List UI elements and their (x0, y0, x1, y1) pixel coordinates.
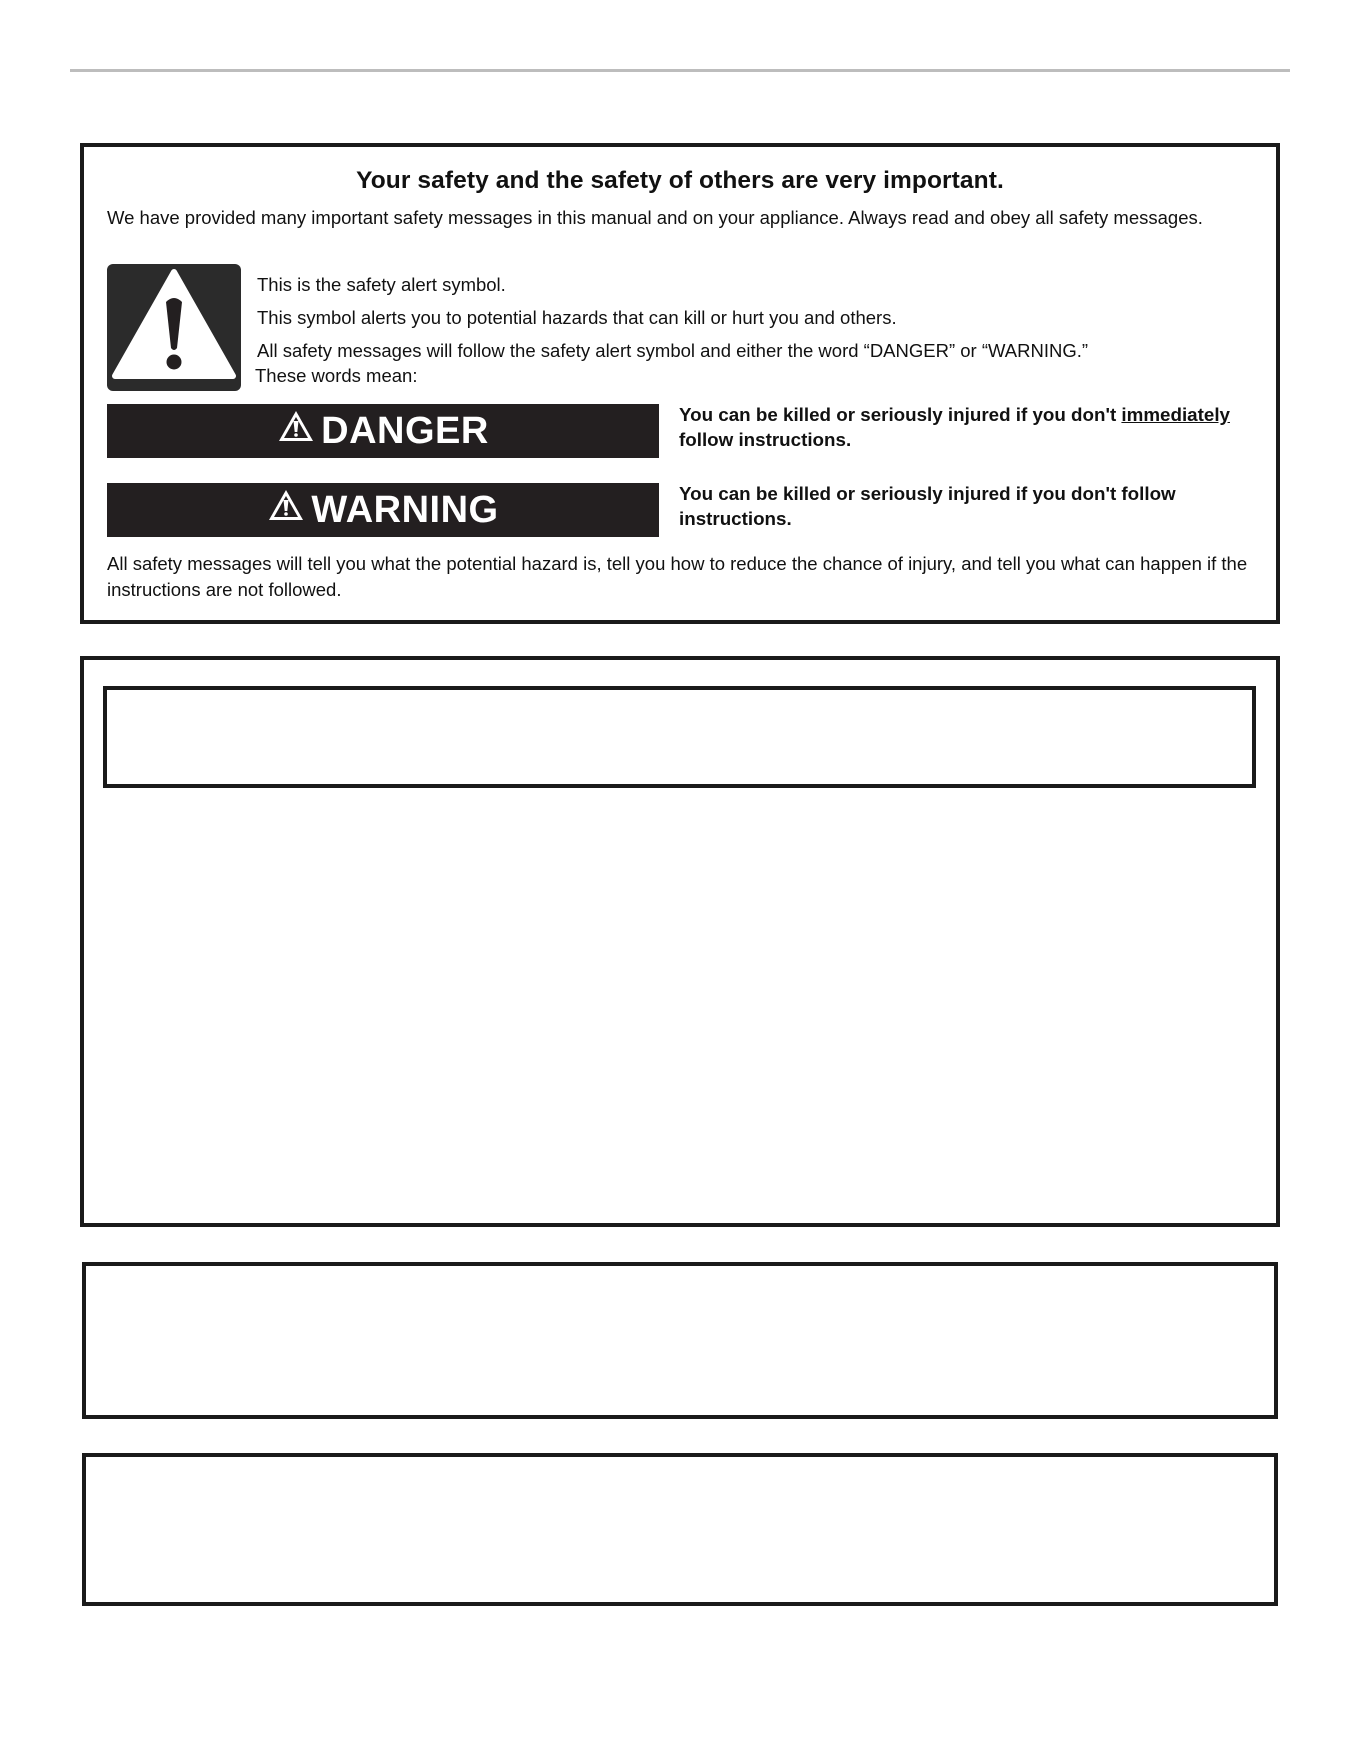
danger-text-part: follow instructions. (679, 429, 852, 450)
symbol-description-line: These words mean: (255, 365, 418, 386)
top-rule (70, 69, 1290, 72)
danger-text-part: You can be killed or seriously injured if you don't (679, 404, 1122, 425)
danger-emphasis: immediately (1121, 404, 1230, 425)
safety-closing: All safety messages will tell you what the potential hazard is, tell you how to reduce the chance of injury, and tell you what can happen if the instructions are not followed. (107, 553, 1248, 600)
symbol-description-line: This symbol alerts you to potential hazards that can kill or hurt you and others. (257, 307, 897, 328)
warning-label: WARNING (311, 488, 499, 531)
danger-signal-bar (107, 404, 659, 458)
safety-info-box (80, 143, 1280, 624)
empty-inner-box (103, 686, 1256, 788)
safety-heading: Your safety and the safety of others are very important. (356, 167, 1004, 194)
warning-triangle-icon (267, 488, 305, 532)
empty-content-box (82, 1262, 1278, 1419)
empty-content-box (82, 1453, 1278, 1606)
symbol-description-line: This is the safety alert symbol. (257, 274, 506, 295)
symbol-description-line: All safety messages will follow the safety alert symbol and either the word “DANGER” or “WARNING.” (257, 340, 1089, 361)
danger-description (679, 402, 1269, 452)
warning-description: You can be killed or seriously injured if you don't follow instructions. (679, 483, 1176, 529)
warning-triangle-icon (107, 264, 241, 391)
warning-triangle-icon (277, 409, 315, 453)
safety-intro: We have provided many important safety messages in this manual and on your appliance. Always read and obey all safety messages. (107, 207, 1203, 228)
warning-signal-bar (107, 483, 659, 537)
danger-label: DANGER (321, 409, 489, 452)
